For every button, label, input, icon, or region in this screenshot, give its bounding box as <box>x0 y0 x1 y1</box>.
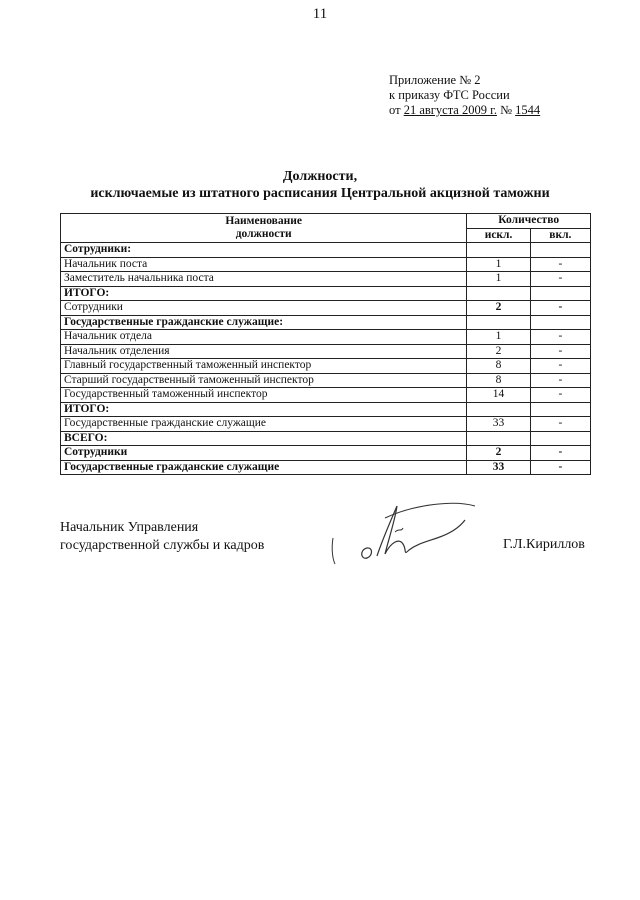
appendix-date-line <box>389 103 540 118</box>
table-row <box>61 402 591 417</box>
included-count-cell: - <box>530 373 590 388</box>
table-row <box>61 243 591 258</box>
excluded-count-cell: 14 <box>467 388 530 403</box>
table-row <box>61 257 591 272</box>
role-line-1: Начальник Управления <box>60 520 199 535</box>
excluded-count-cell: 8 <box>467 359 530 374</box>
header-included: вкл. <box>530 228 590 243</box>
position-name-cell: Заместитель начальника поста <box>61 272 467 287</box>
included-count-cell <box>530 402 590 417</box>
signatory-role <box>60 519 264 555</box>
included-count-cell: - <box>530 417 590 432</box>
position-name-cell: Старший государственный таможенный инспектор <box>61 373 467 388</box>
position-name-cell: Государственные гражданские служащие: <box>61 315 467 330</box>
position-name-cell: ИТОГО: <box>61 402 467 417</box>
table-row <box>61 373 591 388</box>
header-name-line-2: должности <box>235 228 292 240</box>
excluded-count-cell: 1 <box>467 272 530 287</box>
positions-table <box>60 213 591 475</box>
table-row <box>61 286 591 301</box>
excluded-count-cell: 1 <box>467 330 530 345</box>
appendix-title: Приложение № 2 <box>389 73 481 87</box>
excluded-count-cell: 33 <box>467 417 530 432</box>
position-name-cell: ВСЕГО: <box>61 431 467 446</box>
included-count-cell: - <box>530 388 590 403</box>
header-quantity: Количество <box>467 214 591 229</box>
position-name-cell: Государственные гражданские служащие <box>61 460 467 475</box>
excluded-count-cell: 33 <box>467 460 530 475</box>
role-line-2: государственной службы и кадров <box>60 538 265 553</box>
position-name-cell: Начальник отдела <box>61 330 467 345</box>
appendix-order-ref: к приказу ФТС России <box>389 88 510 102</box>
excluded-count-cell: 2 <box>467 446 530 461</box>
table-row <box>61 446 591 461</box>
table-row <box>61 330 591 345</box>
signatory-name: Г.Л.Кириллов <box>503 537 585 552</box>
title-line-2: исключаемые из штатного расписания Центральной акцизной таможни <box>90 186 550 201</box>
included-count-cell: - <box>530 460 590 475</box>
position-name-cell: Государственный таможенный инспектор <box>61 388 467 403</box>
table-row <box>61 431 591 446</box>
included-count-cell: - <box>530 359 590 374</box>
table-row <box>61 417 591 432</box>
excluded-count-cell <box>467 402 530 417</box>
position-name-cell: Начальник поста <box>61 257 467 272</box>
table-row <box>61 301 591 316</box>
table-row <box>61 388 591 403</box>
position-name-cell: Сотрудники <box>61 301 467 316</box>
header-position-name <box>61 214 467 243</box>
position-name-cell: Начальник отделения <box>61 344 467 359</box>
included-count-cell: - <box>530 446 590 461</box>
number-prefix: № <box>500 103 513 117</box>
included-count-cell: - <box>530 272 590 287</box>
appendix-block <box>389 73 540 118</box>
table-body <box>61 243 591 475</box>
header-name-line-1: Наименование <box>225 215 302 227</box>
handwritten-signature <box>325 498 495 570</box>
position-name-cell: ИТОГО: <box>61 286 467 301</box>
position-name-cell: Сотрудники: <box>61 243 467 258</box>
included-count-cell <box>530 286 590 301</box>
excluded-count-cell: 2 <box>467 344 530 359</box>
excluded-count-cell <box>467 315 530 330</box>
order-number: 1544 <box>515 103 541 117</box>
excluded-count-cell <box>467 243 530 258</box>
table-header-row <box>61 214 591 229</box>
position-name-cell: Главный государственный таможенный инспектор <box>61 359 467 374</box>
position-name-cell: Государственные гражданские служащие <box>61 417 467 432</box>
table-row <box>61 315 591 330</box>
title-line-1: Должности, <box>282 169 358 184</box>
excluded-count-cell <box>467 286 530 301</box>
included-count-cell <box>530 431 590 446</box>
document-title <box>0 168 640 202</box>
included-count-cell: - <box>530 301 590 316</box>
excluded-count-cell: 1 <box>467 257 530 272</box>
table-row <box>61 460 591 475</box>
excluded-count-cell <box>467 431 530 446</box>
table-row <box>61 272 591 287</box>
header-excluded: искл. <box>467 228 530 243</box>
included-count-cell: - <box>530 330 590 345</box>
page-number: 11 <box>312 6 328 22</box>
included-count-cell: - <box>530 257 590 272</box>
included-count-cell <box>530 315 590 330</box>
table-row <box>61 359 591 374</box>
order-date: 21 августа 2009 г. <box>403 103 497 117</box>
included-count-cell: - <box>530 344 590 359</box>
excluded-count-cell: 2 <box>467 301 530 316</box>
date-prefix: от <box>389 103 401 117</box>
included-count-cell <box>530 243 590 258</box>
position-name-cell: Сотрудники <box>61 446 467 461</box>
table-row <box>61 344 591 359</box>
excluded-count-cell: 8 <box>467 373 530 388</box>
